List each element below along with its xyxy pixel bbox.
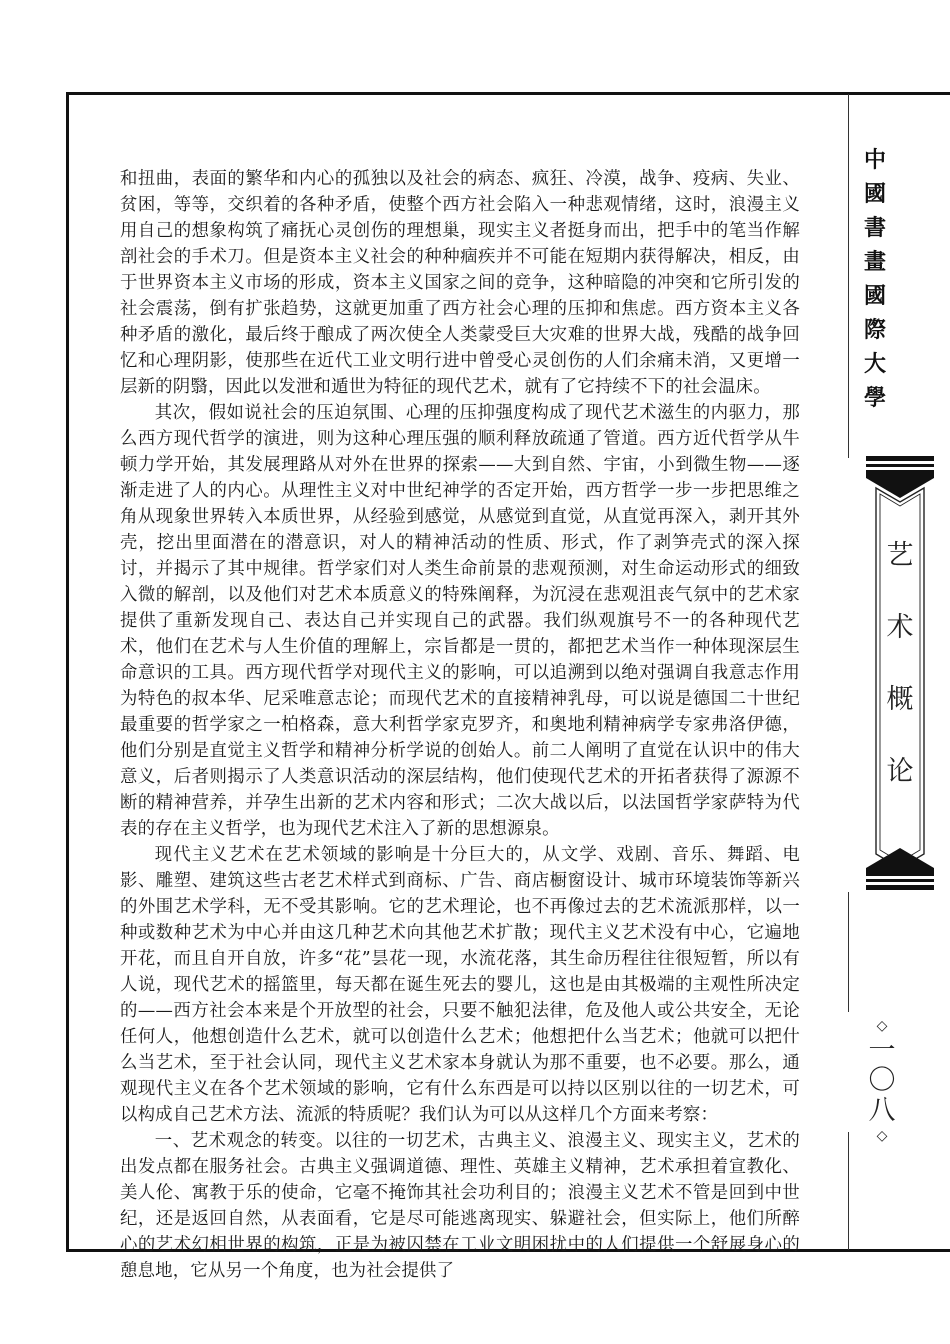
paragraph: 一、艺术观念的转变。以往的一切艺术，古典主义、浪漫主义、现实主义，艺术的出发点都在服务社会。古典主义强调道德、理性、英雄主义精神，艺术承担着宣教化、美人伦、寓教于乐的使命，它毫不掩饰其社会功利目的；浪漫主义艺术不管是回到中世纪，还是返回自然，从表面看，它是尽可能逃离现实、躲避社会，但实际上，他们所醉心的艺术幻相世界的构筑，正是为被囚禁在工业文明困扰中的人们提供一个舒展身心的憩息地，它从另一个角度，也为社会提供了	[120, 1131, 800, 1281]
page-frame-left	[66, 92, 69, 1252]
book-title-char: 术	[886, 612, 914, 643]
university-char: 際	[863, 318, 886, 343]
paragraph: 现代主义艺术在艺术领域的影响是十分巨大的，从文学、戏剧、音乐、舞蹈、电影、雕塑、建筑这些古老艺术样式到商标、广告、商店橱窗设计、城市环境装饰等新兴的外围艺术学科，无不受其影响。它的艺术理论，也不再像过去的艺术流派那样，以一种或数种艺术为中心并由这几种艺术向其他艺术扩散；现代主义艺术没有中心，它遍地开花，而且自开自放，许多“花”昙花一现，水流花落，其生命历程往往很短暂，所以有人说，现代艺术的摇篮里，每天都在诞生死去的婴儿，这也是由其极端的主观性所决定的——西方社会本来是个开放型的社会，只要不触犯法律，危及他人或公共安全，无论任何人，他想创造什么艺术，就可以创造什么艺术；他想把什么当艺术；他就可以把什么当艺术，至于社会认同，现代主义艺术家本身就认为那不重要，也不必要。那么，通观现代主义在各个艺术领域的影响，它有什么东西是可以持以区别以往的一切艺术，可以构成自己艺术方法、流派的特质呢？我们认为可以从这样几个方面来考察：	[120, 845, 800, 1125]
diamond-icon: ◇	[876, 1018, 888, 1034]
column-divider-bottom	[848, 1132, 849, 1250]
university-char: 大	[863, 352, 886, 377]
main-text	[120, 166, 800, 1284]
university-char: 學	[863, 386, 886, 411]
page-frame-top	[66, 92, 950, 95]
paragraph: 其次，假如说社会的压迫氛围、心理的压抑强度构成了现代艺术滋生的内驱力，那么西方现代哲学的演进，则为这种心理压强的顺利释放疏通了管道。西方近代哲学从牛顿力学开始，其发展理路从对外在世界的探索——大到自然、宇宙，小到微生物——逐渐走进了人的内心。从理性主义对中世纪神学的否定开始，西方哲学一步一步把思维之角从现象世界转入本质世界，从经验到感觉，从感觉到直觉，从直觉再深入，剥开其外壳，挖出里面潜在的潜意识，对人的精神活动的性质、形式，作了剥笋壳式的深入探讨，并揭示了其中规律。哲学家们对人类生命前景的悲观预测，对生命运动形式的细致入微的解剖，以及他们对艺术本质意义的特殊阐释，为沉浸在悲观沮丧气氛中的艺术家提供了重新发现自己、表达自己并实现自己的武器。我们纵观旗号不一的各种现代艺术，他们在艺术与人生价值的理解上，宗旨都是一贯的，都把艺术当作一种体现深层生命意识的工具。西方现代哲学对现代主义的影响，可以追溯到以绝对强调自我意志作用为特色的叔本华、尼采唯意志论；而现代艺术的直接精神乳母，可以说是德国二十世纪最重要的哲学家之一柏格森，意大利哲学家克罗齐，和奥地利精神病学专家弗洛伊德，他们分别是直觉主义哲学和精神分析学说的创始人。前二人阐明了直觉在认识中的伟大意义，后者则揭示了人类意识活动的深层结构，他们使现代艺术的开拓者获得了源源不断的精神营养，并孕生出新的艺术内容和形式；二次大战以后，以法国哲学家萨特为代表的存在主义哲学，也为现代艺术注入了新的思想源泉。	[120, 403, 800, 839]
page-number	[864, 1016, 900, 1146]
book-title-plaque	[866, 456, 934, 890]
page-number-digit: 一	[868, 1035, 896, 1066]
book-title-char: 论	[886, 756, 914, 787]
book-title-char: 概	[886, 684, 914, 715]
university-name	[857, 144, 893, 416]
university-char: 畫	[863, 250, 886, 275]
university-char: 中	[863, 148, 886, 173]
university-char: 國	[863, 182, 886, 207]
page-number-digit: 八	[868, 1095, 896, 1126]
university-char: 國	[863, 284, 886, 309]
university-char: 書	[863, 216, 886, 241]
diamond-icon: ◇	[876, 1128, 888, 1144]
column-divider-top	[848, 94, 849, 458]
book-title-char: 艺	[886, 540, 914, 571]
column-divider-middle	[848, 892, 849, 1012]
book-title	[866, 520, 934, 808]
paragraph: 和扭曲，表面的繁华和内心的孤独以及社会的病态、疯狂、冷漠，战争、疫病、失业、贫困，等等，交织着的各种矛盾，使整个西方社会陷入一种悲观情绪，这时，浪漫主义用自己的想象构筑了痛抚心灵创伤的理想巢，现实主义者挺身而出，把手中的笔当作解剖社会的手术刀。但是资本主义社会的种种痼疾并不可能在短期内获得解决，相反，由于世界资本主义市场的形成，资本主义国家之间的竞争，这种暗隐的冲突和它所引发的社会震荡，倒有扩张趋势，这就更加重了西方社会心理的压抑和焦虑。西方资本主义各种矛盾的激化，最后终于酿成了两次使全人类蒙受巨大灾难的世界大战，残酷的战争回忆和心理阴影，使那些在近代工业文明行进中曾受心灵创伤的人们余痛未消，又更增一层新的阴翳，因此以发泄和遁世为特征的现代艺术，就有了它持续不下的社会温床。	[120, 169, 800, 397]
page-number-digit: 〇	[868, 1065, 896, 1096]
